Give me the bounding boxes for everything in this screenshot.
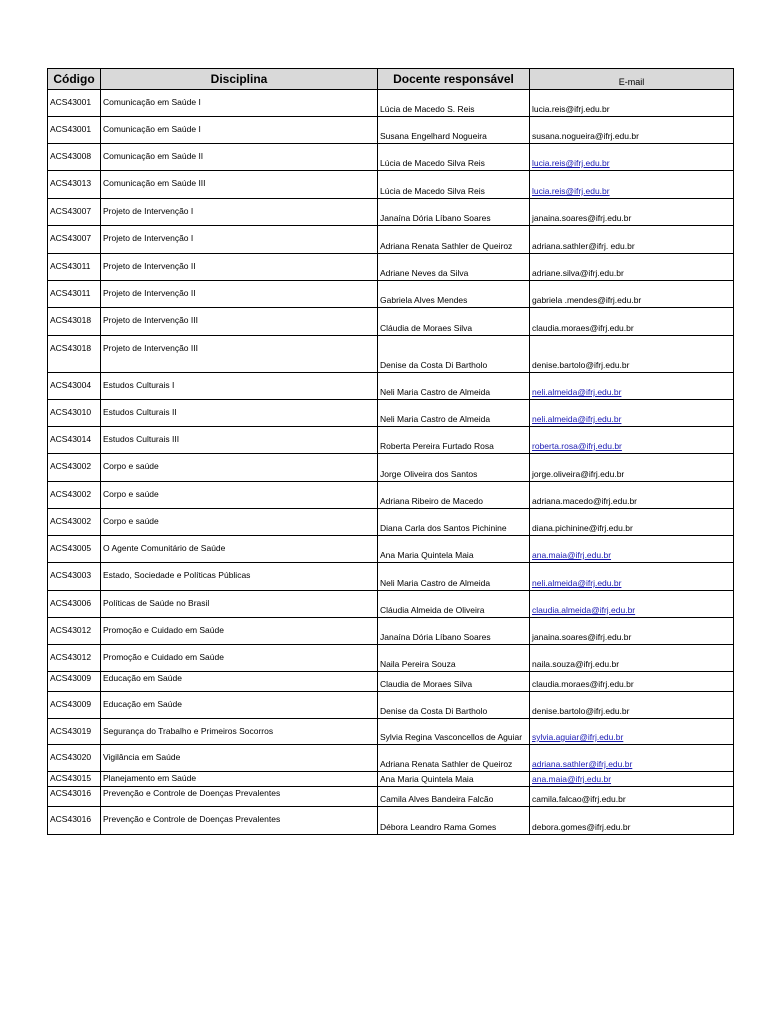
disciplina-cell: Comunicação em Saúde III — [101, 171, 378, 199]
email-cell: gabriela .mendes@ifrj.edu.br — [530, 281, 734, 308]
code-cell: ACS43003 — [48, 563, 101, 591]
email-cell — [530, 719, 734, 745]
docente-cell: Débora Leandro Rama Gomes — [378, 807, 530, 835]
email-cell: adriane.silva@ifrj.edu.br — [530, 254, 734, 281]
email-cell — [530, 536, 734, 563]
email-cell — [530, 144, 734, 171]
table-row — [48, 144, 734, 171]
code-cell: ACS43011 — [48, 281, 101, 308]
email-cell — [530, 772, 734, 787]
docente-cell: Cláudia Almeida de Oliveira — [378, 591, 530, 618]
code-cell: ACS43002 — [48, 454, 101, 482]
docente-cell: Naila Pereira Souza — [378, 645, 530, 672]
docente-cell: Adriane Neves da Silva — [378, 254, 530, 281]
email-cell — [530, 591, 734, 618]
docente-cell: Sylvia Regina Vasconcellos de Aguiar — [378, 719, 530, 745]
disciplina-cell: Planejamento em Saúde — [101, 772, 378, 787]
header-codigo: Código — [48, 69, 101, 90]
email-cell: susana.nogueira@ifrj.edu.br — [530, 117, 734, 144]
email-cell: claudia.moraes@ifrj.edu.br — [530, 308, 734, 336]
disciplina-cell: Educação em Saúde — [101, 692, 378, 719]
email-cell: jorge.oliveira@ifrj.edu.br — [530, 454, 734, 482]
email-link[interactable]: adriana.sathler@ifrj.edu.br — [532, 759, 633, 769]
disciplina-cell: Corpo e saúde — [101, 482, 378, 509]
code-cell: ACS43011 — [48, 254, 101, 281]
email-link[interactable]: ana.maia@ifrj.edu.br — [532, 774, 612, 784]
code-cell: ACS43015 — [48, 772, 101, 787]
code-cell: ACS43002 — [48, 509, 101, 536]
email-cell — [530, 745, 734, 772]
header-disciplina: Disciplina — [101, 69, 378, 90]
code-cell: ACS43012 — [48, 618, 101, 645]
docente-cell: Adriana Renata Sathler de Queiroz — [378, 226, 530, 254]
disciplina-cell: Estudos Culturais II — [101, 400, 378, 427]
table-row — [48, 692, 734, 719]
disciplina-cell: Projeto de Intervenção II — [101, 281, 378, 308]
code-cell: ACS43018 — [48, 308, 101, 336]
header-row — [48, 69, 734, 90]
table-body — [48, 90, 734, 835]
disciplina-cell: Prevenção e Controle de Doenças Prevalentes — [101, 807, 378, 835]
disciplina-cell: Projeto de Intervenção I — [101, 226, 378, 254]
disciplina-cell: O Agente Comunitário de Saúde — [101, 536, 378, 563]
table-row — [48, 772, 734, 787]
code-cell: ACS43009 — [48, 692, 101, 719]
docente-cell: Susana Engelhard Nogueira — [378, 117, 530, 144]
disciplina-cell: Comunicação em Saúde II — [101, 144, 378, 171]
email-cell: adriana.sathler@ifrj. edu.br — [530, 226, 734, 254]
docente-cell: Janaína Dória Líbano Soares — [378, 618, 530, 645]
table-row — [48, 618, 734, 645]
table-row — [48, 254, 734, 281]
disciplina-cell: Estudos Culturais I — [101, 373, 378, 400]
table-row — [48, 226, 734, 254]
docente-cell: Denise da Costa Di Bartholo — [378, 692, 530, 719]
disciplina-cell: Vigilância em Saúde — [101, 745, 378, 772]
table-row — [48, 745, 734, 772]
email-cell: janaina.soares@ifrj.edu.br — [530, 618, 734, 645]
table-row — [48, 171, 734, 199]
disciplina-cell: Promoção e Cuidado em Saúde — [101, 618, 378, 645]
email-link[interactable]: neli.almeida@ifrj.edu.br — [532, 387, 622, 397]
disciplina-cell: Segurança do Trabalho e Primeiros Socorros — [101, 719, 378, 745]
email-cell — [530, 373, 734, 400]
docente-cell: Neli Maria Castro de Almeida — [378, 373, 530, 400]
table-row — [48, 672, 734, 692]
email-cell — [530, 400, 734, 427]
docente-cell: Ana Maria Quintela Maia — [378, 772, 530, 787]
email-cell: janaina.soares@ifrj.edu.br — [530, 199, 734, 226]
code-cell: ACS43012 — [48, 645, 101, 672]
docente-cell: Camila Alves Bandeira Falcão — [378, 787, 530, 807]
disciplina-cell: Comunicação em Saúde I — [101, 117, 378, 144]
code-cell: ACS43007 — [48, 199, 101, 226]
table-row — [48, 427, 734, 454]
email-cell: denise.bartolo@ifrj.edu.br — [530, 336, 734, 373]
docente-cell: Diana Carla dos Santos Pichinine — [378, 509, 530, 536]
docente-cell: Jorge Oliveira dos Santos — [378, 454, 530, 482]
table-row — [48, 787, 734, 807]
table-row — [48, 199, 734, 226]
table-row — [48, 807, 734, 835]
email-cell — [530, 171, 734, 199]
email-link[interactable]: lucia.reis@ifrj.edu.br — [532, 186, 610, 196]
email-cell: denise.bartolo@ifrj.edu.br — [530, 692, 734, 719]
disciplina-cell: Estado, Sociedade e Políticas Públicas — [101, 563, 378, 591]
header-email: E-mail — [530, 69, 734, 90]
code-cell: ACS43010 — [48, 400, 101, 427]
table-row — [48, 509, 734, 536]
disciplina-cell: Prevenção e Controle de Doenças Prevalentes — [101, 787, 378, 807]
table-row — [48, 373, 734, 400]
docente-cell: Lúcia de Macedo S. Reis — [378, 90, 530, 117]
table-row — [48, 454, 734, 482]
disciplina-cell: Projeto de Intervenção III — [101, 308, 378, 336]
table-row — [48, 645, 734, 672]
disciplina-cell: Projeto de Intervenção II — [101, 254, 378, 281]
code-cell: ACS43019 — [48, 719, 101, 745]
disciplina-cell: Políticas de Saúde no Brasil — [101, 591, 378, 618]
email-cell: diana.pichinine@ifrj.edu.br — [530, 509, 734, 536]
docente-cell: Janaína Dória Líbano Soares — [378, 199, 530, 226]
code-cell: ACS43008 — [48, 144, 101, 171]
code-cell: ACS43009 — [48, 672, 101, 692]
disciplina-cell: Estudos Culturais III — [101, 427, 378, 454]
email-cell: adriana.macedo@ifrj.edu.br — [530, 482, 734, 509]
docente-cell: Neli Maria Castro de Almeida — [378, 563, 530, 591]
code-cell: ACS43007 — [48, 226, 101, 254]
docente-cell: Claudia de Moraes Silva — [378, 672, 530, 692]
docente-cell: Denise da Costa Di Bartholo — [378, 336, 530, 373]
email-link[interactable]: ana.maia@ifrj.edu.br — [532, 550, 612, 560]
table-row — [48, 336, 734, 373]
code-cell: ACS43001 — [48, 90, 101, 117]
code-cell: ACS43016 — [48, 807, 101, 835]
docente-cell: Gabriela Alves Mendes — [378, 281, 530, 308]
table-row — [48, 281, 734, 308]
table-row — [48, 591, 734, 618]
email-link[interactable]: lucia.reis@ifrj.edu.br — [532, 158, 610, 168]
table-row — [48, 536, 734, 563]
docente-cell: Ana Maria Quintela Maia — [378, 536, 530, 563]
email-cell — [530, 427, 734, 454]
email-link[interactable]: neli.almeida@ifrj.edu.br — [532, 578, 622, 588]
email-cell: camila.falcao@ifrj.edu.br — [530, 787, 734, 807]
table-row — [48, 308, 734, 336]
docente-cell: Adriana Ribeiro de Macedo — [378, 482, 530, 509]
email-link[interactable]: sylvia.aguiar@ifrj.edu.br — [532, 732, 624, 742]
email-cell — [530, 563, 734, 591]
docente-cell: Cláudia de Moraes Silva — [378, 308, 530, 336]
disciplina-cell: Comunicação em Saúde I — [101, 90, 378, 117]
header-docente: Docente responsável — [378, 69, 530, 90]
email-link[interactable]: neli.almeida@ifrj.edu.br — [532, 414, 622, 424]
code-cell: ACS43004 — [48, 373, 101, 400]
disciplina-cell: Educação em Saúde — [101, 672, 378, 692]
email-link[interactable]: roberta.rosa@ifrj.edu.br — [532, 441, 622, 451]
email-cell: naila.souza@ifrj.edu.br — [530, 645, 734, 672]
disciplina-cell: Projeto de Intervenção I — [101, 199, 378, 226]
table-row — [48, 117, 734, 144]
code-cell: ACS43006 — [48, 591, 101, 618]
email-link[interactable]: claudia.almeida@ifrj.edu.br — [532, 605, 636, 615]
course-table — [47, 68, 734, 835]
table-row — [48, 482, 734, 509]
disciplina-cell: Corpo e saúde — [101, 509, 378, 536]
code-cell: ACS43005 — [48, 536, 101, 563]
code-cell: ACS43016 — [48, 787, 101, 807]
disciplina-cell: Corpo e saúde — [101, 454, 378, 482]
table-row — [48, 563, 734, 591]
table-row — [48, 90, 734, 117]
code-cell: ACS43001 — [48, 117, 101, 144]
docente-cell: Adriana Renata Sathler de Queiroz — [378, 745, 530, 772]
email-cell: claudia.moraes@ifrj.edu.br — [530, 672, 734, 692]
code-cell: ACS43018 — [48, 336, 101, 373]
code-cell: ACS43002 — [48, 482, 101, 509]
code-cell: ACS43020 — [48, 745, 101, 772]
disciplina-cell: Promoção e Cuidado em Saúde — [101, 645, 378, 672]
disciplina-cell: Projeto de Intervenção III — [101, 336, 378, 373]
email-cell: debora.gomes@ifrj.edu.br — [530, 807, 734, 835]
docente-cell: Lúcia de Macedo Silva Reis — [378, 144, 530, 171]
code-cell: ACS43013 — [48, 171, 101, 199]
docente-cell: Roberta Pereira Furtado Rosa — [378, 427, 530, 454]
docente-cell: Neli Maria Castro de Almeida — [378, 400, 530, 427]
docente-cell: Lúcia de Macedo Silva Reis — [378, 171, 530, 199]
table-row — [48, 719, 734, 745]
table-row — [48, 400, 734, 427]
code-cell: ACS43014 — [48, 427, 101, 454]
email-cell: lucia.reis@ifrj.edu.br — [530, 90, 734, 117]
